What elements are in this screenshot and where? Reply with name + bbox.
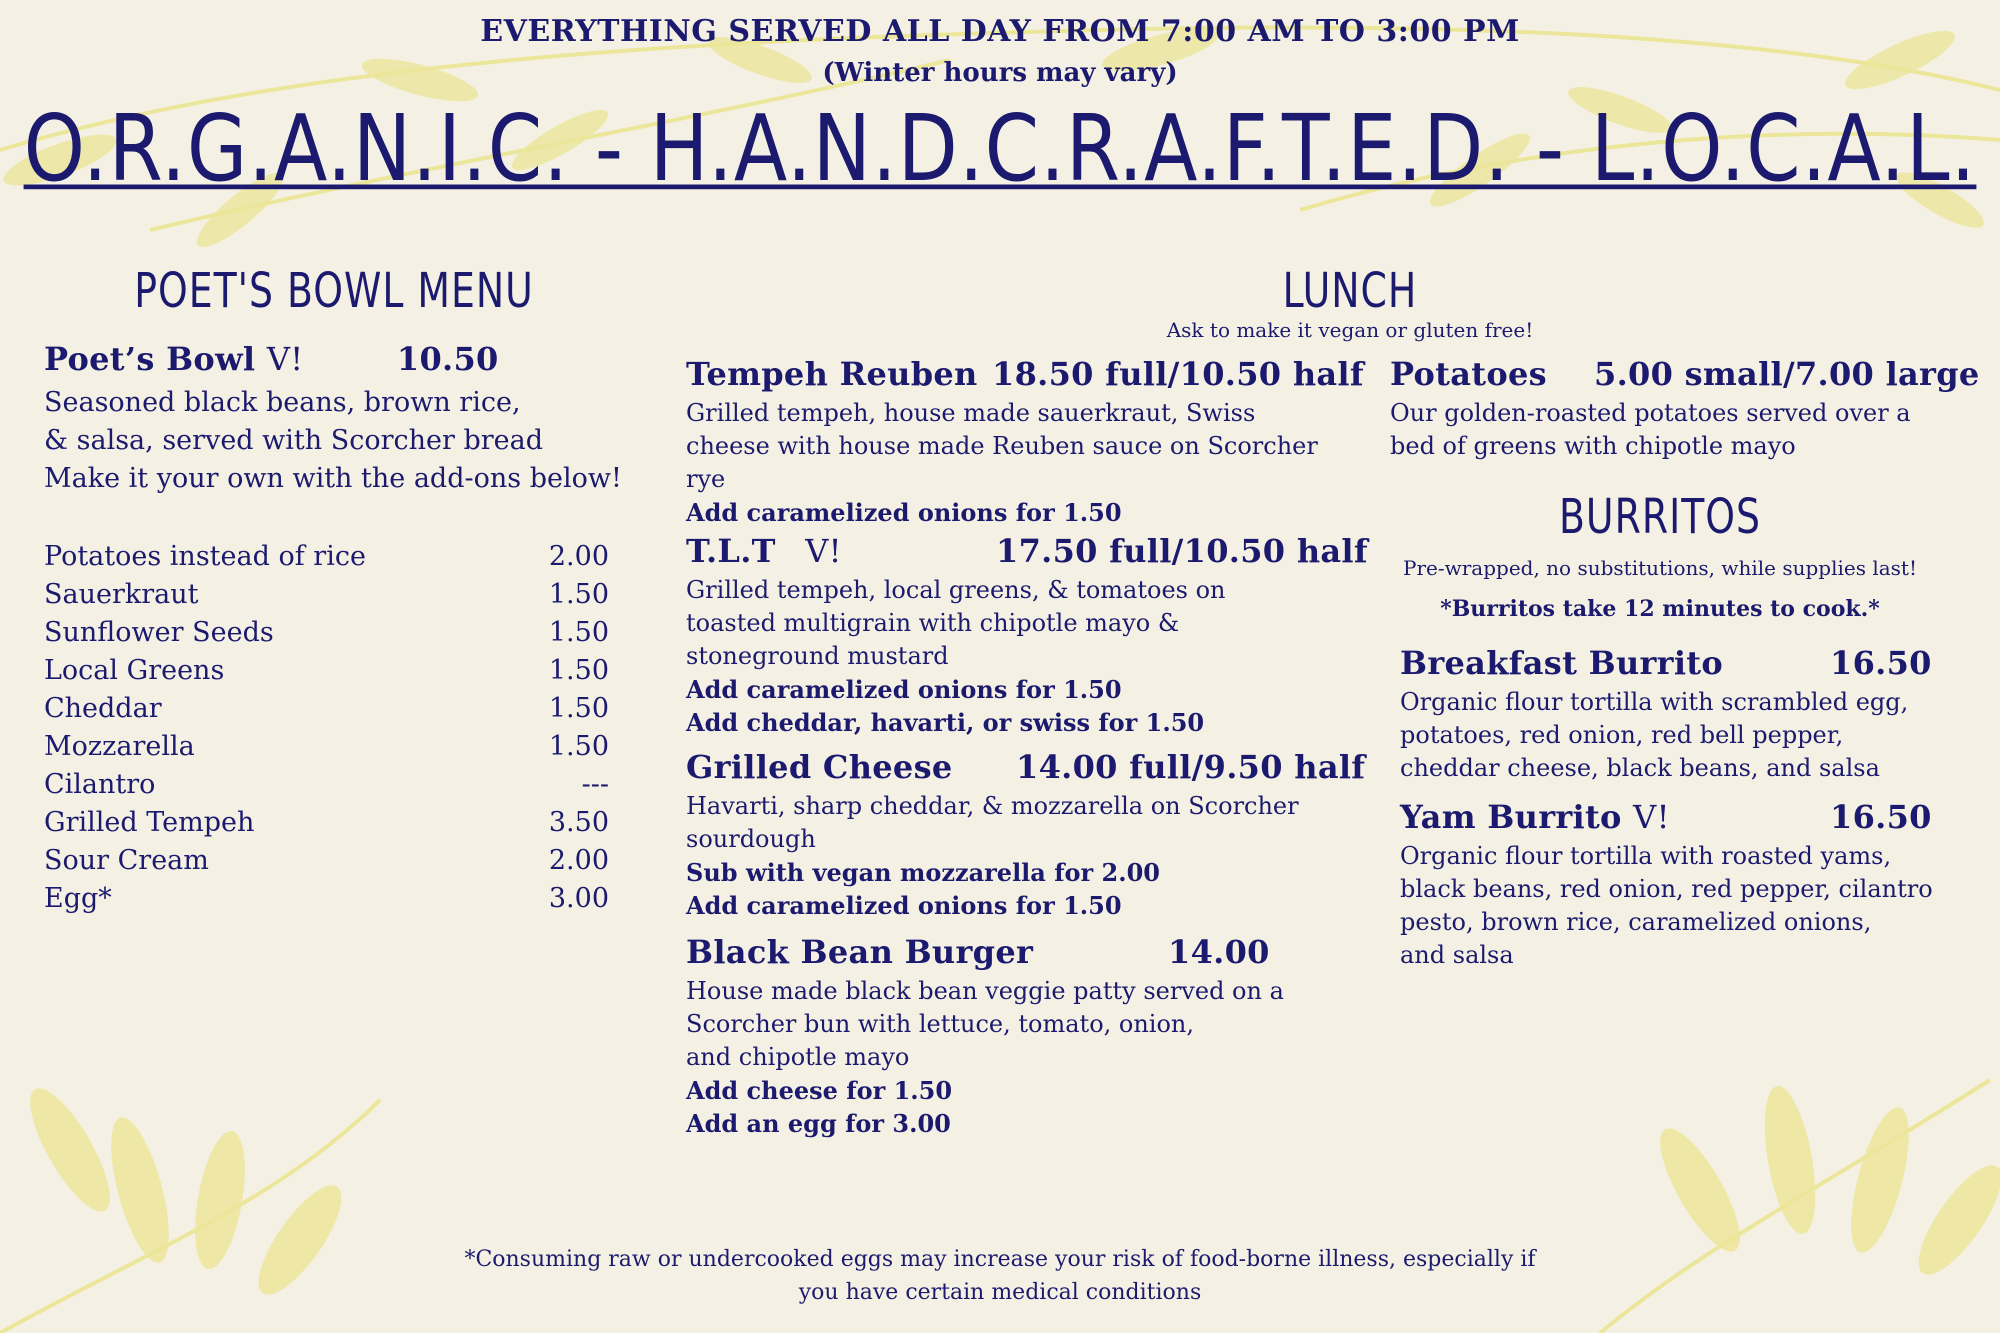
addon-row <box>44 766 609 804</box>
description-line: bed of greens with chipotle mayo <box>1390 432 1796 460</box>
burritos-note: Pre-wrapped, no substitutions, while supplies last! <box>1403 556 1917 580</box>
item-price: 18.50 full/10.50 half <box>992 355 1364 393</box>
item-addon: Add an egg for 3.00 <box>686 1109 951 1138</box>
item-title <box>1400 644 1960 682</box>
addon-row <box>44 804 609 842</box>
item-name: Grilled Cheese <box>686 748 953 786</box>
item-title <box>1400 798 1960 836</box>
burritos-title: BURRITOS <box>1558 488 1762 545</box>
description-line: House made black bean veggie patty served on a <box>686 977 1284 1005</box>
description-line: and salsa <box>1400 941 1514 969</box>
hours-line: EVERYTHING SERVED ALL DAY FROM 7:00 AM TO 3:00 PM <box>480 14 1520 49</box>
footer-line: you have certain medical conditions <box>798 1280 1202 1305</box>
item-title <box>686 532 1368 570</box>
addon-price: 1.50 <box>548 617 609 648</box>
addon-name: Grilled Tempeh <box>44 807 255 838</box>
addon-row <box>44 576 609 614</box>
item-description <box>1400 686 1960 785</box>
poets-bowl-item <box>44 340 499 378</box>
addon-name: Egg* <box>44 883 112 914</box>
item-name: Breakfast Burrito <box>1400 644 1724 682</box>
addon-name: Potatoes instead of rice <box>44 541 366 572</box>
description-line: cheese with house made Reuben sauce on Scorcher <box>686 432 1318 460</box>
menu-item-tempeh-reuben <box>686 355 1364 529</box>
item-price: 14.00 <box>1168 933 1270 971</box>
addon-price: 2.00 <box>548 541 609 572</box>
vegan-tag: V! <box>266 340 304 378</box>
burritos-cook-note: *Burritos take 12 minutes to cook.* <box>1440 596 1880 622</box>
description-line: pesto, brown rice, caramelized onions, <box>1400 908 1872 936</box>
addon-row <box>44 880 609 918</box>
item-name: T.L.T <box>686 532 776 570</box>
poets-bowl-description <box>44 384 622 498</box>
description-line: cheddar cheese, black beans, and salsa <box>1400 754 1880 782</box>
addon-price: 2.00 <box>548 845 609 876</box>
item-description <box>686 790 1346 856</box>
item-addon: Sub with vegan mozzarella for 2.00 <box>686 858 1160 887</box>
item-price: 14.00 full/9.50 half <box>1016 748 1366 786</box>
addon-row <box>44 842 609 880</box>
addon-name: Cheddar <box>44 693 162 724</box>
item-description <box>686 397 1346 496</box>
item-description <box>686 975 1346 1074</box>
description-line: Organic flour tortilla with scrambled egg, <box>1400 688 1909 716</box>
item-addon: Add cheddar, havarti, or swiss for 1.50 <box>686 708 1205 737</box>
tagline: O.R.G.A.N.I.C. - H.A.N.D.C.R.A.F.T.E.D. - L.O.C.A.L. <box>23 96 1977 203</box>
vegan-tag: V! <box>1633 798 1670 836</box>
menu-item-potatoes <box>1390 355 1980 463</box>
winter-hours-note: (Winter hours may vary) <box>822 58 1178 88</box>
addon-price: --- <box>581 769 609 800</box>
item-description <box>686 574 1346 673</box>
addon-row <box>44 652 609 690</box>
addon-name: Sunflower Seeds <box>44 617 274 648</box>
item-description <box>1400 840 1960 972</box>
item-price: 16.50 <box>1830 798 1932 836</box>
addon-price: 1.50 <box>548 693 609 724</box>
item-name: Potatoes <box>1390 355 1547 393</box>
description-line: Grilled tempeh, local greens, & tomatoes on <box>686 576 1226 604</box>
menu-item-yam-burrito <box>1400 798 1960 972</box>
addon-price: 3.50 <box>548 807 609 838</box>
addon-name: Mozzarella <box>44 731 195 762</box>
lunch-title: LUNCH <box>1282 262 1418 319</box>
addon-row <box>44 538 609 576</box>
menu-item-tlt <box>686 532 1368 739</box>
description-line: toasted multigrain with chipotle mayo & <box>686 609 1180 637</box>
item-name: Black Bean Burger <box>686 933 1034 971</box>
item-addon: Add caramelized onions for 1.50 <box>686 675 1122 704</box>
menu-item-black-bean-burger <box>686 933 1346 1140</box>
addon-name: Sour Cream <box>44 845 209 876</box>
item-price: 5.00 small/7.00 large <box>1594 355 1980 393</box>
description-line: sourdough <box>686 825 816 853</box>
lunch-subtitle: Ask to make it vegan or gluten free! <box>1166 318 1534 342</box>
description-line: stoneground mustard <box>686 642 949 670</box>
description-line: and chipotle mayo <box>686 1043 910 1071</box>
description-line: Our golden-roasted potatoes served over a <box>1390 399 1911 427</box>
description-line: Havarti, sharp cheddar, & mozzarella on Scorcher <box>686 792 1299 820</box>
item-addon: Add caramelized onions for 1.50 <box>686 498 1122 527</box>
item-name: Yam Burrito <box>1400 798 1622 836</box>
item-name: Tempeh Reuben <box>686 355 978 393</box>
description-line: Seasoned black beans, brown rice, <box>44 387 521 418</box>
item-addon: Add caramelized onions for 1.50 <box>686 891 1122 920</box>
description-line: Make it your own with the add-ons below! <box>44 463 622 494</box>
addon-price: 3.00 <box>548 883 609 914</box>
addon-price: 1.50 <box>548 731 609 762</box>
description-line: Scorcher bun with lettuce, tomato, onion, <box>686 1010 1195 1038</box>
addon-price: 1.50 <box>548 579 609 610</box>
description-line: Organic flour tortilla with roasted yams, <box>1400 842 1892 870</box>
description-line: & salsa, served with Scorcher bread <box>44 425 544 456</box>
addon-name: Sauerkraut <box>44 579 199 610</box>
vegan-tag: V! <box>805 532 842 570</box>
item-title <box>686 748 1366 786</box>
footer-line: *Consuming raw or undercooked eggs may increase your risk of food-borne illness, especially if <box>464 1247 1536 1272</box>
item-price: 16.50 <box>1830 644 1932 682</box>
description-line: black beans, red onion, red pepper, cilantro <box>1400 875 1933 903</box>
item-addon: Add cheese for 1.50 <box>686 1076 953 1105</box>
description-line: potatoes, red onion, red bell pepper, <box>1400 721 1844 749</box>
addon-row <box>44 690 609 728</box>
item-title <box>686 355 1364 393</box>
description-line: Grilled tempeh, house made sauerkraut, Swiss <box>686 399 1256 427</box>
item-price: 17.50 full/10.50 half <box>996 532 1368 570</box>
addons-list <box>44 538 609 918</box>
item-title <box>1390 355 1980 393</box>
item-description <box>1390 397 1980 463</box>
description-line: rye <box>686 465 726 493</box>
addon-price: 1.50 <box>548 655 609 686</box>
footer-disclaimer <box>0 1243 2000 1309</box>
menu-item-grilled-cheese <box>686 748 1366 922</box>
addon-row <box>44 728 609 766</box>
poets-bowl-title: POET'S BOWL MENU <box>134 262 534 319</box>
addon-row <box>44 614 609 652</box>
item-title <box>686 933 1346 971</box>
item-name: Poet’s Bowl <box>44 340 256 378</box>
addon-name: Local Greens <box>44 655 225 686</box>
item-price: 10.50 <box>396 340 499 378</box>
menu-item-breakfast-burrito <box>1400 644 1960 785</box>
addon-name: Cilantro <box>44 769 156 800</box>
